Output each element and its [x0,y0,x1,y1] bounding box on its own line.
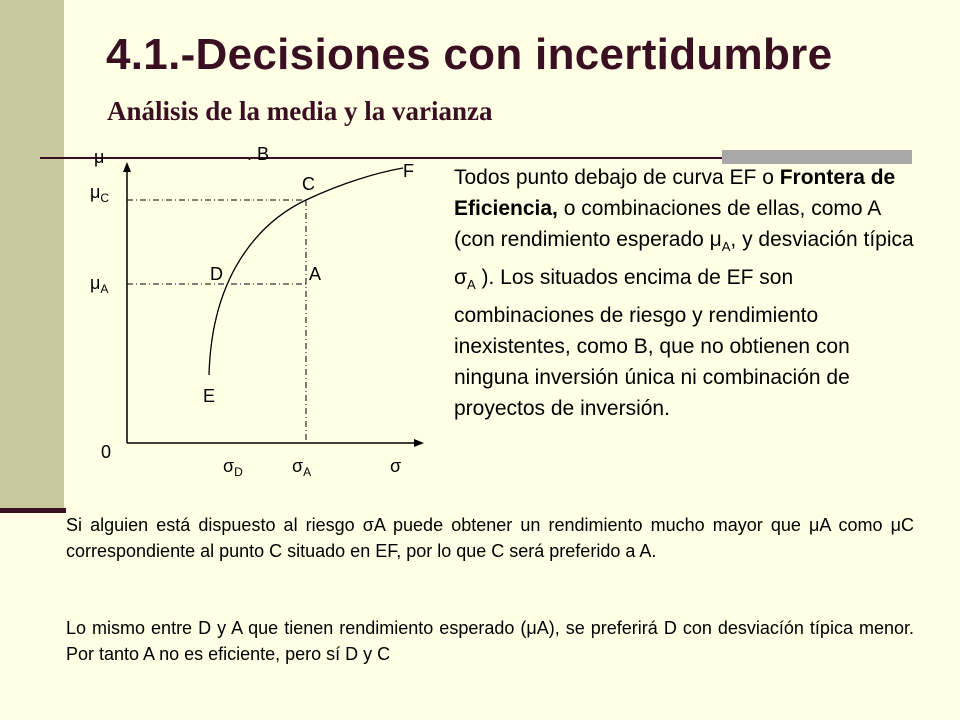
origin-label: 0 [101,442,112,462]
point-label-B: . B [247,144,270,164]
point-label-C: C [302,174,315,194]
note-paragraph-2: Lo mismo entre D y A que tienen rendimiento esperado (μA), se preferirá D con desviacíón típica menor. Por tanto A no es eficiente, pero sí D y C [66,618,914,664]
point-label-A: A [309,264,322,284]
y-axis-arrow [123,162,131,172]
y-tick-muA: $\mu_A$ [90,273,109,296]
y-axis-label: μ [94,147,105,167]
point-label-F: F [403,161,414,181]
y-tick-muC: $\mu_C$ [90,182,110,205]
slide-title: 4.1.-Decisiones con incertidumbre [106,30,833,79]
slide-subtitle: Análisis de la media y la varianza [107,96,493,126]
note-paragraph-1: Si alguien está dispuesto al riesgo σA puede obtener un rendimiento mucho mayor que μA como μC correspondiente al punto C situado en EF, por lo que C será preferido a A. [66,515,914,561]
x-tick-sigmaA: $\sigma_A$ [292,456,312,479]
point-label-D: D [210,264,223,284]
x-tick-sigmaD: $\sigma_D$ [223,456,243,479]
x-axis-label: σ [390,456,402,476]
x-axis-arrow [414,439,424,447]
explanation-text: Todos punto debajo de curva EF o Frontera de Eficiencia, o combinaciones de ellas, como A (con rendimiento esperado $\mu_A$, y desviación típica $\sigma_A$ ). Los situados encima de EF son combinaciones de riesgo y rendimiento inexistentes, como B, que no obtienen con ninguna inversión única ni combinación de proyectos de inversión. [454,166,914,421]
point-label-E: E [203,386,216,406]
